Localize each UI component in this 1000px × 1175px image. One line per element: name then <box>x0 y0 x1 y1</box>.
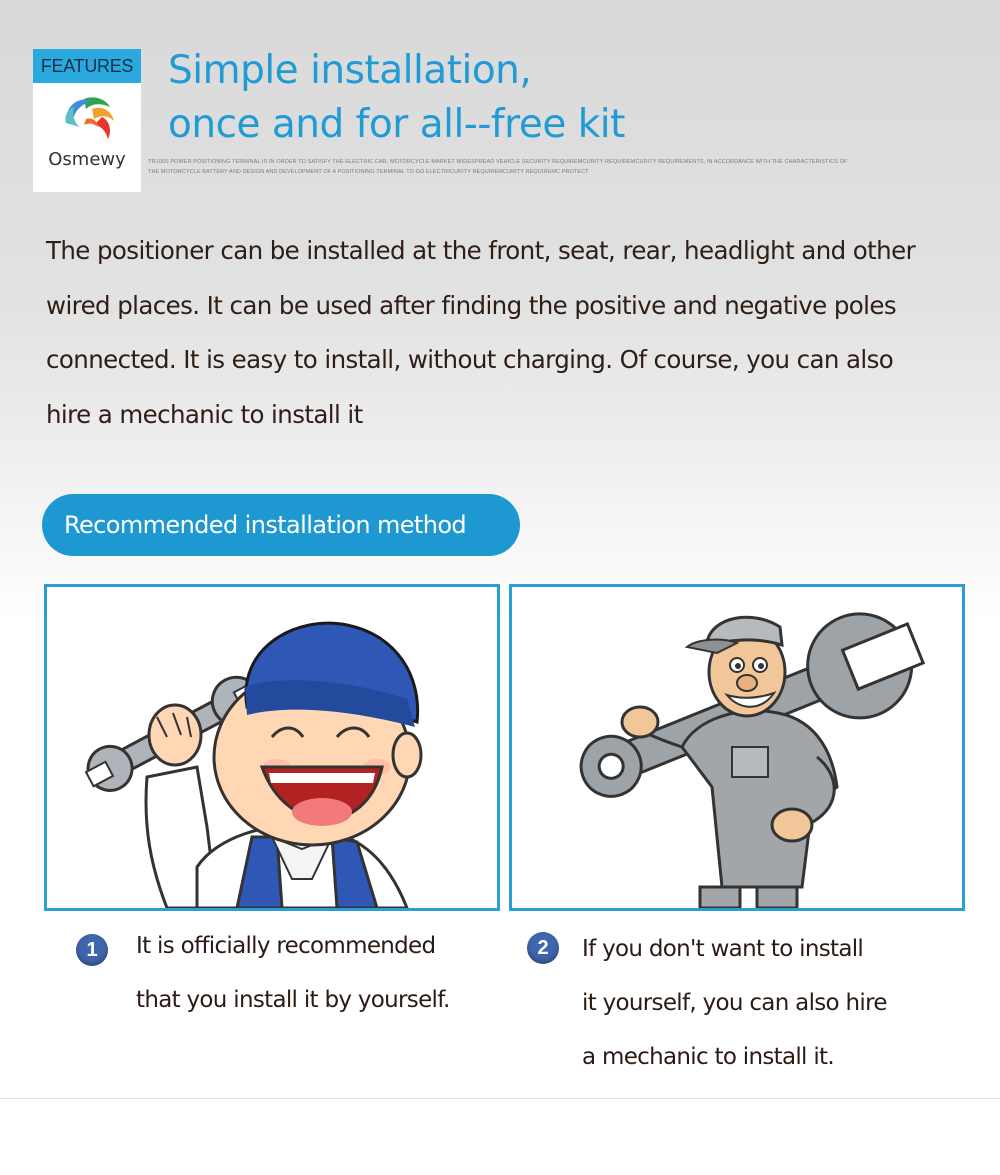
fineprint-text: TR100S POWER POSITIONING TERMINAL IS IN ORDER TO SATISFY THE ELECTRIC CAR, MOTORCYCLE MARKET WIDESPREAD VEHICLE SECURITY REQUIREMCURITY REQUIREMCURITY REQUIREMENTS, IN ACCORDANCE WITH THE CHARACTERISTICS OF THE MOTORCYCLE BATTERY AND DESIGN AND DEVELOPMENT OF A POSITIONING TERMINAL TO GO ELECTRICURITY REQUIREMCURITY REQUIREMC PROTECT <box>148 159 848 175</box>
mechanic-illustration-panel <box>509 584 965 911</box>
step-number-badge-2: 2 <box>527 932 559 964</box>
brand-logo-card <box>33 49 141 192</box>
step-number-badge-1: 1 <box>76 934 108 966</box>
osmewy-logo-icon <box>62 95 116 143</box>
option-2-line: it yourself, you can also hire <box>582 990 887 1016</box>
mechanic-with-big-wrench-illustration <box>512 587 962 908</box>
description-line: The positioner can be installed at the front, seat, rear, headlight and other <box>46 236 916 265</box>
description-line: wired places. It can be used after finding the positive and negative poles <box>46 290 897 320</box>
option-1-line: It is officially recommended <box>136 933 436 959</box>
headline-line-2: once and for all--free kit <box>168 102 625 147</box>
headline-line-1: Simple installation, <box>168 48 532 93</box>
option-2-line: If you don't want to install <box>582 936 864 962</box>
diy-illustration-panel <box>44 584 500 911</box>
description-paragraph <box>46 224 966 442</box>
option-1-caption <box>136 919 506 1027</box>
description-line: connected. It is easy to install, without charging. Of course, you can also <box>46 345 894 374</box>
installation-method-banner: Recommended installation method <box>42 494 520 556</box>
diy-worker-with-wrench-illustration <box>47 587 497 908</box>
option-2-line: a mechanic to install it. <box>582 1044 834 1070</box>
brand-name: Osmewy <box>48 149 126 170</box>
option-2-caption <box>582 922 942 1084</box>
bottom-divider <box>0 1098 1000 1099</box>
description-line: hire a mechanic to install it <box>46 399 363 429</box>
page-headline <box>168 44 625 152</box>
features-tag: FEATURES <box>33 49 141 83</box>
option-1-line: that you install it by yourself. <box>136 987 450 1013</box>
